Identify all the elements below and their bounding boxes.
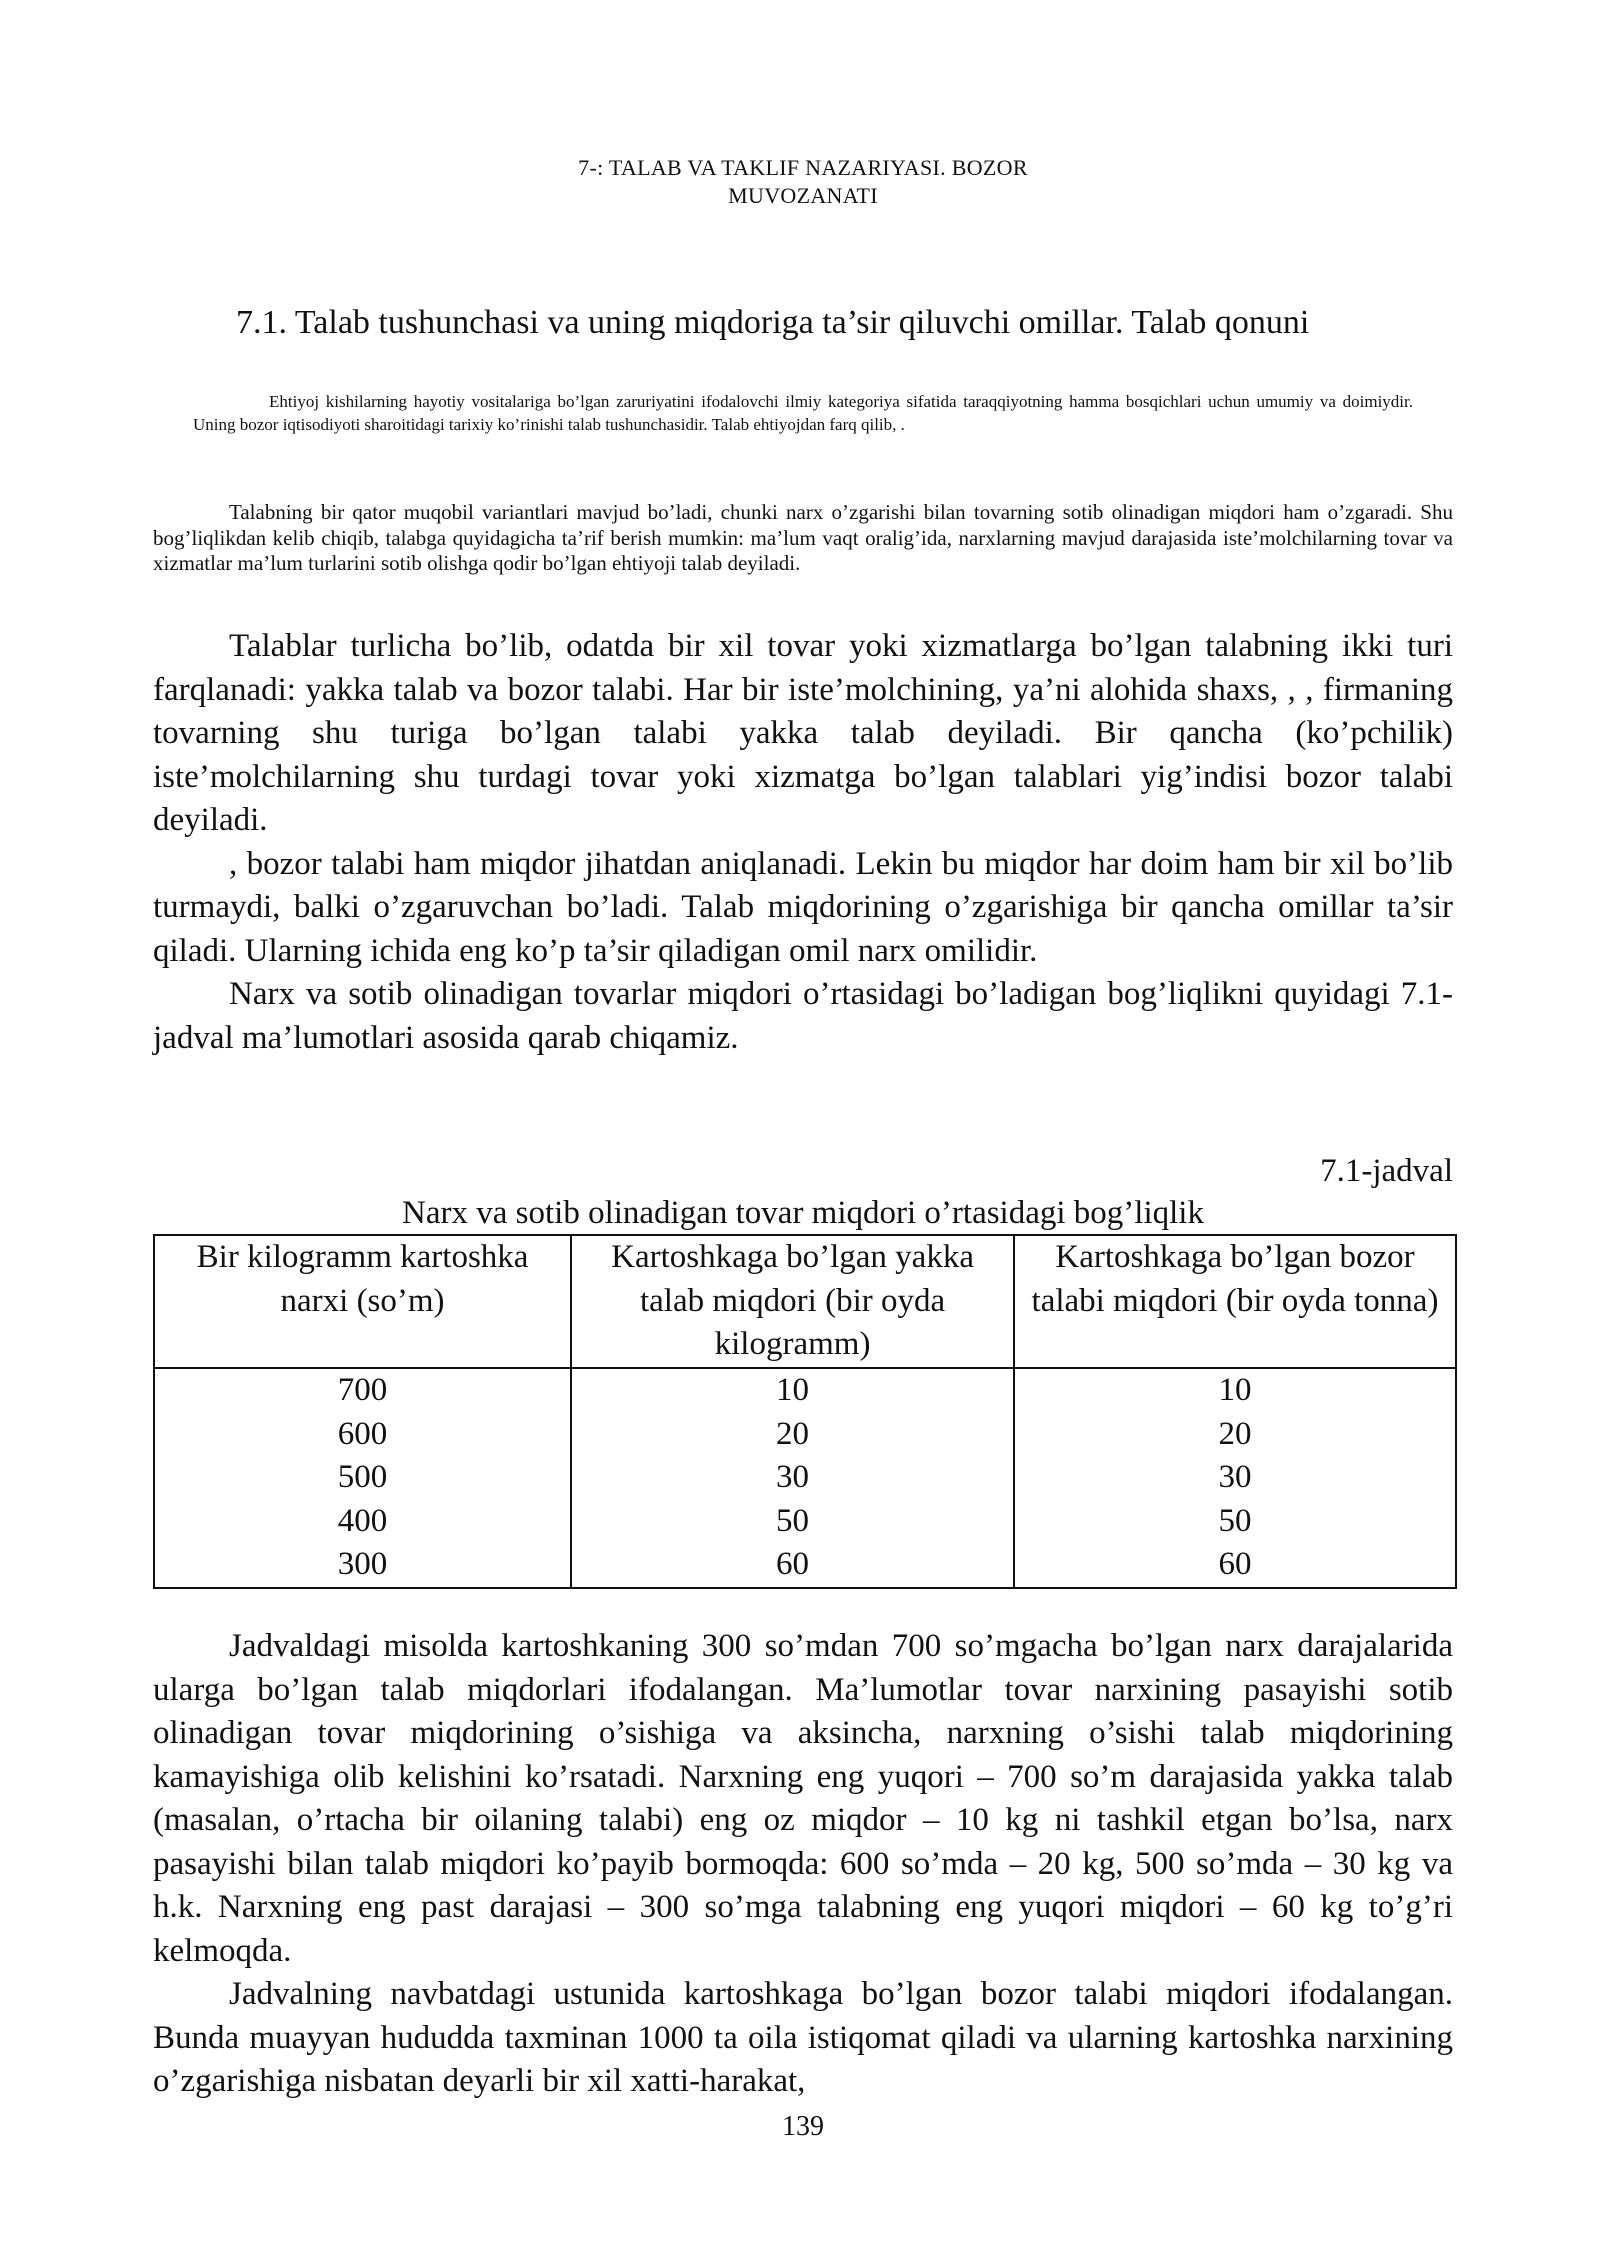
- cell-individual-demand: 10: [571, 1368, 1014, 1413]
- cell-individual-demand: 30: [571, 1456, 1014, 1500]
- cell-individual-demand: 50: [571, 1500, 1014, 1544]
- small-paragraph: Ehtiyoj kishilarning hayotiy vositalariga bo’lgan zaruriyatini ifodalovchi ilmiy kategoriya sifatida taraqqiyotning hamma bosqichlari uchun umumiy va doimiydir. Uning bozor iqtisodiyoti sharoitidagi tarixiy ko’rinishi talab tushunchasidir. Talab ehtiyojdan farq qilib, .: [193, 392, 1413, 434]
- cell-price: 700: [154, 1368, 571, 1413]
- chapter-title-line-1: 7-: TALAB VA TAKLIF NAZARIYASI. BOZOR: [578, 155, 1028, 180]
- header-market-demand: Kartoshkaga bo’lgan bozor talabi miqdori (bir oyda tonna): [1014, 1235, 1456, 1368]
- cell-market-demand: 20: [1014, 1413, 1456, 1457]
- paragraph: Jadvaldagi misolda kartoshkaning 300 so’mdan 700 so’mgacha bo’lgan narx darajalarida ularga bo’lgan talab miqdorlari ifodalangan. Ma’lumotlar tovar narxining pasayishi sotib olinadigan tovar miqdorining o’sishiga va aksincha, narxning o’sishi talab miqdorining kamayishiga olib kelishini ko’rsatadi. Narxning eng yuqori – 700 so’m darajasida yakka talab (masalan, o’rtacha bir oilaning talabi) eng oz miqdor – 10 kg ni tashkil etgan bo’lsa, narx pasayishi bilan talab miqdori ko’payib bormoqda: 600 so’mda – 20 kg, 500 so’mda – 30 kg va h.k. Narxning eng past darajasi – 300 so’mga talabning eng yuqori miqdori – 60 kg to’g’ri kelmoqda.: [153, 1628, 1453, 1969]
- table-header-row: [154, 1235, 1456, 1368]
- cell-price: 600: [154, 1413, 571, 1457]
- cell-individual-demand: 60: [571, 1543, 1014, 1588]
- section-title: 7.1. Talab tushunchasi va uning miqdoriga ta’sir qiluvchi omillar. Talab qonuni: [236, 304, 1310, 341]
- cell-price: 400: [154, 1500, 571, 1544]
- definition-paragraph: Talabning bir qator muqobil variantlari mavjud bo’ladi, chunki narx o’zgarishi bilan tovarning sotib olinadigan miqdori ham o’zgaradi. Shu bog’liqlikdan kelib chiqib, talabga quyidagicha ta’rif berish mumkin: ma’lum vaqt oralig’ida, narxlarning mavjud darajasida iste’molchilarning tovar va xizmatlar ma’lum turlarini sotib olishga qodir bo’lgan ehtiyoji talab deyiladi.: [153, 500, 1453, 575]
- cell-market-demand: 60: [1014, 1543, 1456, 1588]
- cell-market-demand: 30: [1014, 1456, 1456, 1500]
- paragraph: Narx va sotib olinadigan tovarlar miqdori o’rtasidagi bo’ladigan bog’liqlikni quyidagi 7.1-jadval ma’lumotlari asosida qarab chiqamiz.: [153, 976, 1453, 1056]
- table-row: [154, 1368, 1456, 1413]
- chapter-title-line-2: MUVOZANATI: [728, 183, 878, 208]
- table-caption: Narx va sotib olinadigan tovar miqdori o’rtasidagi bog’liqlik: [402, 1195, 1204, 1231]
- cell-price: 500: [154, 1456, 571, 1500]
- header-price: Bir kilogramm kartoshka narxi (so’m): [154, 1235, 571, 1368]
- cell-price: 300: [154, 1543, 571, 1588]
- cell-market-demand: 10: [1014, 1368, 1456, 1413]
- table-label: 7.1-jadval: [1320, 1153, 1453, 1189]
- table-row: [154, 1500, 1456, 1544]
- paragraph: Jadvalning navbatdagi ustunida kartoshkaga bo’lgan bozor talabi miqdori ifodalangan. Bunda muayyan hududda taxminan 1000 ta oila istiqomat qiladi va ularning kartoshka narxining o’zgarishiga nisbatan deyarli bir xil xatti-harakat,: [153, 1976, 1453, 2099]
- body-text-after-table: [153, 1625, 1453, 2104]
- header-individual-demand: Kartoshkaga bo’lgan yakka talab miqdori (bir oyda kilogramm): [571, 1235, 1014, 1368]
- paragraph: Talablar turlicha bo’lib, odatda bir xil tovar yoki xizmatlarga bo’lgan talabning ikki turi farqlanadi: yakka talab va bozor talabi. Har bir iste’molchining, ya’ni alohida shaxs, , , firmaning tovarning shu turiga bo’lgan talabi yakka talab deyiladi. Bir qancha (ko’pchilik) iste’molchilarning shu turdagi tovar yoki xizmatga bo’lgan talablari yig’indisi bozor talabi deyiladi.: [153, 628, 1453, 838]
- cell-individual-demand: 20: [571, 1413, 1014, 1457]
- paragraph: , bozor talabi ham miqdor jihatdan aniqlanadi. Lekin bu miqdor har doim ham bir xil bo’lib turmaydi, balki o’zgaruvchan bo’ladi. Talab miqdorining o’zgarishiga bir qancha omillar ta’sir qiladi. Ularning ichida eng ko’p ta’sir qiladigan omil narx omilidir.: [153, 845, 1453, 969]
- table-row: [154, 1413, 1456, 1457]
- table-row: [154, 1456, 1456, 1500]
- page-number: 139: [782, 2111, 824, 2142]
- cell-market-demand: 50: [1014, 1500, 1456, 1544]
- price-demand-table: [153, 1234, 1457, 1589]
- chapter-title: [400, 154, 1206, 210]
- table-row: [154, 1543, 1456, 1588]
- body-text-before-table: [153, 625, 1453, 1060]
